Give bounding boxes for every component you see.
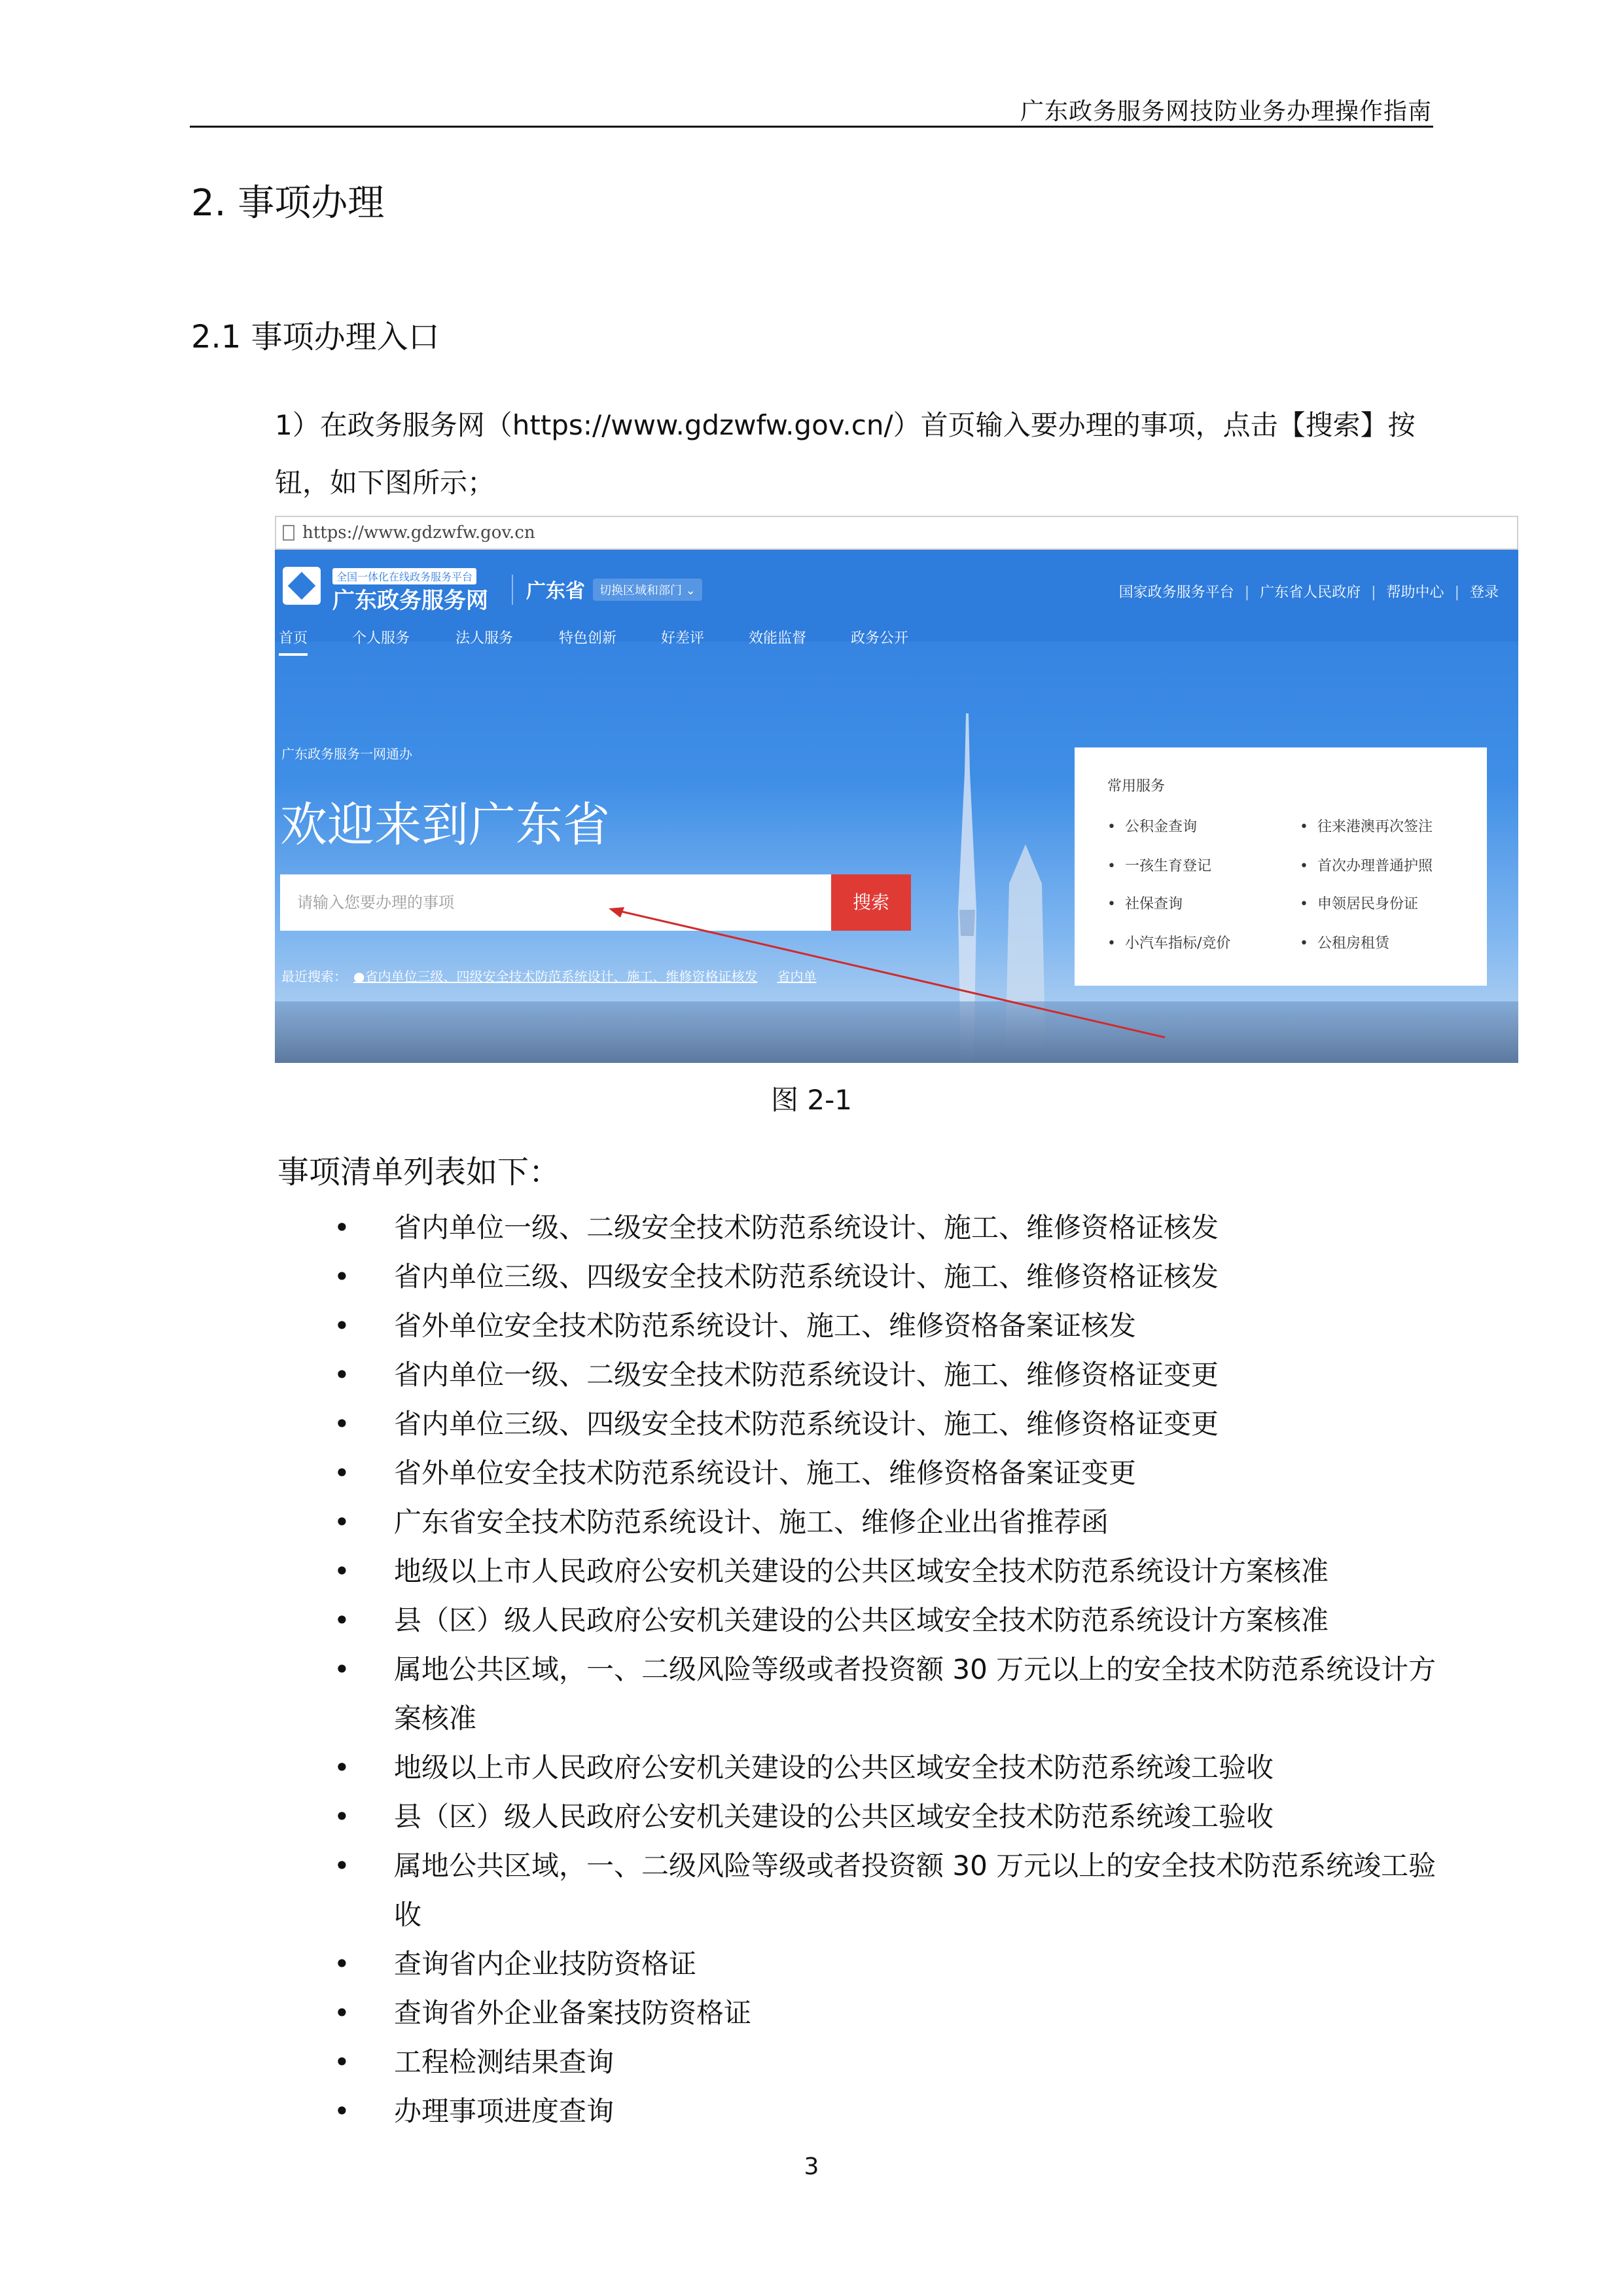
bullet: • <box>334 1359 350 1391</box>
link-login[interactable]: 登录 <box>1469 584 1499 601</box>
intro-line-1: 1）在政务服务网（https://www.gdzwfw.gov.cn/）首页输入要办理的事项，点击【搜索】按 <box>275 409 1416 441</box>
site-banner <box>275 550 1518 1063</box>
list-item: • 工程检测结果查询 <box>334 2037 1459 2087</box>
bullet: • <box>334 2046 350 2078</box>
list-item: • 广东省安全技术防范系统设计、施工、维修企业出省推荐函 <box>334 1498 1459 1547</box>
list-intro: 事项清单列表如下： <box>277 1154 561 1191</box>
nav-public[interactable]: 政务公开 <box>851 630 909 647</box>
bullet: • <box>334 1653 350 1685</box>
list-item: • 省内单位一级、二级安全技术防范系统设计、施工、维修资格证变更 <box>334 1350 1459 1399</box>
page-icon <box>283 525 294 541</box>
bullet: • <box>334 1948 350 1980</box>
nav-rating[interactable]: 好差评 <box>661 630 705 647</box>
bullet: • <box>334 1751 350 1784</box>
recent-search-link[interactable]: 省内单 <box>777 969 817 984</box>
bullet: • <box>334 1604 350 1636</box>
recent-label: 最近搜索： <box>281 969 347 984</box>
section-heading: 2. 事项办理 <box>191 182 385 224</box>
bullet: • <box>334 1506 350 1538</box>
service-link[interactable]: • 往来港澳再次签注 <box>1300 816 1433 836</box>
page-number: 3 <box>804 2153 819 2180</box>
nav-personal[interactable]: 个人服务 <box>352 630 410 647</box>
list-item: • 查询省内企业技防资格证 <box>334 1939 1459 1988</box>
nav-featured[interactable]: 特色创新 <box>559 630 617 647</box>
switch-region-button[interactable]: 切换区域和部门 ⌄ <box>593 579 702 601</box>
annotation-arrow <box>602 903 1178 1047</box>
nav-corporate[interactable]: 法人服务 <box>455 630 514 647</box>
intro-paragraph <box>275 397 1440 512</box>
list-item: • 查询省外企业备案技防资格证 <box>334 1988 1459 2037</box>
header-rule <box>190 126 1433 128</box>
link-separator: | <box>1244 584 1250 601</box>
link-separator: | <box>1454 584 1459 601</box>
list-item: • 省内单位三级、四级安全技术防范系统设计、施工、维修资格证变更 <box>334 1399 1459 1448</box>
divider <box>512 575 513 605</box>
subsection-heading: 2.1 事项办理入口 <box>191 319 440 355</box>
link-provincial-gov[interactable]: 广东省人民政府 <box>1260 584 1361 601</box>
search-button[interactable]: 搜索 <box>831 874 911 931</box>
search-input[interactable]: 请输入您要办理的事项 <box>280 874 831 931</box>
bullet: • <box>334 1555 350 1587</box>
service-item-list <box>334 1203 1459 2136</box>
recent-search-link[interactable]: ●省内单位三级、四级安全技术防范系统设计、施工、维修资格证核发 <box>353 969 758 984</box>
running-header: 广东政务服务网技防业务办理操作指南 <box>1020 98 1432 125</box>
service-link[interactable]: • 首次办理普通护照 <box>1300 855 1433 875</box>
service-link[interactable]: • 社保查询 <box>1107 893 1183 913</box>
list-item: • 省内单位三级、四级安全技术防范系统设计、施工、维修资格证核发 <box>334 1252 1459 1301</box>
bullet: • <box>334 1850 350 1882</box>
common-services-title: 常用服务 <box>1107 778 1166 795</box>
service-link[interactable]: • 一孩生育登记 <box>1107 855 1211 875</box>
service-link[interactable]: • 申领居民身份证 <box>1300 893 1418 913</box>
link-separator: | <box>1371 584 1376 601</box>
bullet: • <box>334 1211 350 1244</box>
link-national-platform[interactable]: 国家政务服务平台 <box>1118 584 1234 601</box>
list-item: • 省外单位安全技术防范系统设计、施工、维修资格备案证核发 <box>334 1301 1459 1350</box>
service-link[interactable]: • 公租房租赁 <box>1300 932 1389 952</box>
list-item: • 地级以上市人民政府公安机关建设的公共区域安全技术防范系统竣工验收 <box>334 1743 1459 1792</box>
bullet: • <box>334 1408 350 1440</box>
province-label: 广东省 <box>526 580 585 603</box>
bullet: • <box>334 1261 350 1293</box>
top-links <box>1119 581 1499 601</box>
list-item: • 县（区）级人民政府公安机关建设的公共区域安全技术防范系统设计方案核准 <box>334 1596 1459 1645</box>
list-item: • 办理事项进度查询 <box>334 2087 1459 2136</box>
intro-line-2: 钮，如下图所示； <box>275 467 495 499</box>
logo-tagline: 全国一体化在线政务服务平台 <box>332 568 476 584</box>
list-item: • 属地公共区域，一、二级风险等级或者投资额 30 万元以上的安全技术防范系统设计方案核准 <box>334 1645 1459 1743</box>
browser-address-bar[interactable] <box>275 516 1518 550</box>
list-item: • 省外单位安全技术防范系统设计、施工、维修资格备案证变更 <box>334 1448 1459 1498</box>
list-item: • 地级以上市人民政府公安机关建设的公共区域安全技术防范系统设计方案核准 <box>334 1547 1459 1596</box>
website-screenshot <box>275 516 1518 1063</box>
slogan: 广东政务服务一网通办 <box>281 746 412 762</box>
bullet: • <box>334 1310 350 1342</box>
list-item: • 属地公共区域，一、二级风险等级或者投资额 30 万元以上的安全技术防范系统竣工验收 <box>334 1841 1459 1939</box>
bullet: • <box>334 1801 350 1833</box>
bullet: • <box>334 1457 350 1489</box>
nav-active-indicator <box>279 653 308 656</box>
site-name[interactable]: 广东政务服务网 <box>332 588 488 614</box>
bullet: • <box>334 2095 350 2127</box>
list-item: • 省内单位一级、二级安全技术防范系统设计、施工、维修资格证核发 <box>334 1203 1459 1252</box>
figure-caption: 图 2-1 <box>771 1084 852 1116</box>
site-logo-icon[interactable] <box>283 567 321 605</box>
welcome-heading: 欢迎来到广东省 <box>280 797 611 852</box>
nav-home[interactable]: 首页 <box>279 630 308 647</box>
address-text: https://www.gdzwfw.gov.cn <box>302 523 535 543</box>
service-link[interactable]: • 小汽车指标/竞价 <box>1107 932 1230 952</box>
link-help-center[interactable]: 帮助中心 <box>1386 584 1444 601</box>
bullet: • <box>334 1997 350 2029</box>
list-item: • 县（区）级人民政府公安机关建设的公共区域安全技术防范系统竣工验收 <box>334 1792 1459 1841</box>
service-link[interactable]: • 公积金查询 <box>1107 816 1197 836</box>
nav-supervision[interactable]: 效能监督 <box>749 630 807 647</box>
